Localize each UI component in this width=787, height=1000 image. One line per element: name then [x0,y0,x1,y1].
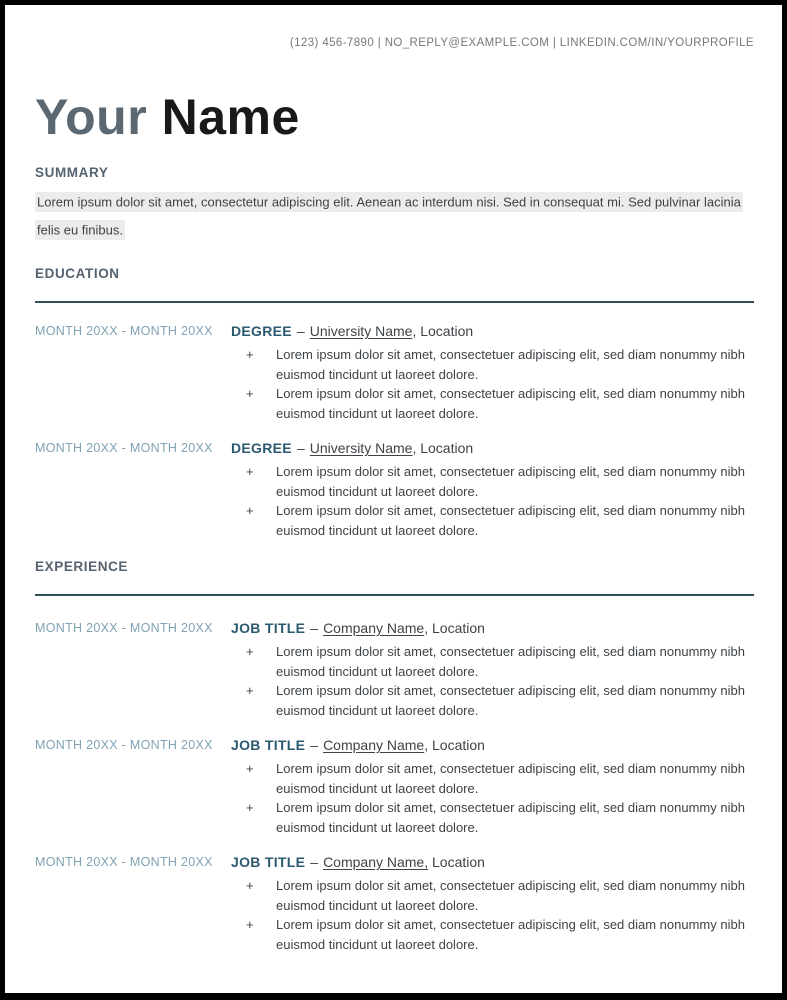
list-item [231,642,754,681]
dash-separator: – [310,737,319,753]
job-title-label: JOB TITLE [231,620,306,636]
location-text: , Location [424,737,485,753]
entry-body [231,854,754,954]
entry-body [231,440,754,540]
education-entries [35,323,754,540]
plus-bullet-marker: + [246,386,254,401]
company-name: Company Name [323,620,425,636]
entry-dates: MONTH 20XX - MONTH 20XX [35,855,213,869]
bullet-text: Lorem ipsum dolor sit amet, consectetuer adipiscing elit, sed diam nonummy nibh euismod tincidunt ut laoreet dolore. [276,917,745,952]
entry-dates: MONTH 20XX - MONTH 20XX [35,738,213,752]
dash-separator: – [296,323,305,339]
location-text: , Location [424,620,485,636]
list-item [231,384,754,423]
bullet-text: Lorem ipsum dolor sit amet, consectetuer adipiscing elit, sed diam nonummy nibh euismod tincidunt ut laoreet dolore. [276,683,745,718]
bullet-list [231,345,754,423]
experience-heading: EXPERIENCE [35,559,129,574]
bullet-text: Lorem ipsum dolor sit amet, consectetuer adipiscing elit, sed diam nonummy nibh euismod tincidunt ut laoreet dolore. [276,464,745,499]
degree-label: DEGREE [231,440,292,456]
company-name: Company Name [323,737,425,753]
education-entry [35,323,754,423]
plus-bullet-marker: + [246,878,254,893]
list-item [231,876,754,915]
education-heading: EDUCATION [35,266,120,281]
contact-text: (123) 456-7890 | NO_REPLY@EXAMPLE.COM | LINKEDIN.COM/IN/YOURPROFILE [289,37,754,49]
list-item [231,345,754,384]
degree-label: DEGREE [231,323,292,339]
bullet-list [231,462,754,540]
bullet-text: Lorem ipsum dolor sit amet, consectetuer adipiscing elit, sed diam nonummy nibh euismod tincidunt ut laoreet dolore. [276,761,745,796]
job-title-label: JOB TITLE [231,737,306,753]
bullet-text: Lorem ipsum dolor sit amet, consectetuer adipiscing elit, sed diam nonummy nibh euismod tincidunt ut laoreet dolore. [276,800,745,835]
entry-dates: MONTH 20XX - MONTH 20XX [35,441,213,455]
location-text: Location [428,854,485,870]
plus-bullet-marker: + [246,761,254,776]
location-text: , Location [412,323,474,339]
first-name: Your [35,89,148,145]
entry-body [231,620,754,720]
entry-dates: MONTH 20XX - MONTH 20XX [35,621,213,635]
page-title [35,89,754,145]
summary-text [35,188,754,244]
dash-separator: – [296,440,305,456]
bullet-text: Lorem ipsum dolor sit amet, consectetuer adipiscing elit, sed diam nonummy nibh euismod tincidunt ut laoreet dolore. [276,347,745,382]
list-item [231,915,754,954]
summary-section [35,165,754,244]
section-divider [35,301,754,303]
list-item [231,681,754,720]
list-item [231,462,754,501]
bullet-list [231,759,754,837]
experience-entries [35,620,754,954]
entry-title [231,854,754,870]
summary-highlighted-text: Lorem ipsum dolor sit amet, consectetur adipiscing elit. Aenean ac interdum nisi. Sed in consequat mi. Sed pulvinar lacinia felis eu finibus. [35,192,743,240]
dash-separator: – [310,854,319,870]
experience-section [35,559,754,954]
list-item [231,798,754,837]
experience-entry [35,737,754,837]
summary-heading: SUMMARY [35,165,109,180]
entry-title [231,620,754,636]
entry-title [231,737,754,753]
bullet-text: Lorem ipsum dolor sit amet, consectetuer adipiscing elit, sed diam nonummy nibh euismod tincidunt ut laoreet dolore. [276,878,745,913]
entry-title [231,323,754,339]
education-section [35,266,754,540]
entry-body [231,737,754,837]
plus-bullet-marker: + [246,503,254,518]
bullet-text: Lorem ipsum dolor sit amet, consectetuer adipiscing elit, sed diam nonummy nibh euismod tincidunt ut laoreet dolore. [276,386,745,421]
entry-dates: MONTH 20XX - MONTH 20XX [35,324,213,338]
experience-entry [35,620,754,720]
education-entry [35,440,754,540]
plus-bullet-marker: + [246,464,254,479]
contact-line [35,36,754,50]
experience-entry [35,854,754,954]
plus-bullet-marker: + [246,347,254,362]
last-name: Name [161,89,300,145]
bullet-text: Lorem ipsum dolor sit amet, consectetuer adipiscing elit, sed diam nonummy nibh euismod tincidunt ut laoreet dolore. [276,503,745,538]
university-name: University Name [309,323,413,339]
dash-separator: – [310,620,319,636]
university-name: University Name [309,440,413,456]
list-item [231,501,754,540]
location-text: , Location [412,440,474,456]
job-title-label: JOB TITLE [231,854,306,870]
plus-bullet-marker: + [246,683,254,698]
bullet-list [231,642,754,720]
company-name: Company Name, [323,854,429,870]
bullet-list [231,876,754,954]
plus-bullet-marker: + [246,800,254,815]
plus-bullet-marker: + [246,917,254,932]
bullet-text: Lorem ipsum dolor sit amet, consectetuer adipiscing elit, sed diam nonummy nibh euismod tincidunt ut laoreet dolore. [276,644,745,679]
plus-bullet-marker: + [246,644,254,659]
section-divider [35,594,754,596]
entry-body [231,323,754,423]
list-item [231,759,754,798]
entry-title [231,440,754,456]
